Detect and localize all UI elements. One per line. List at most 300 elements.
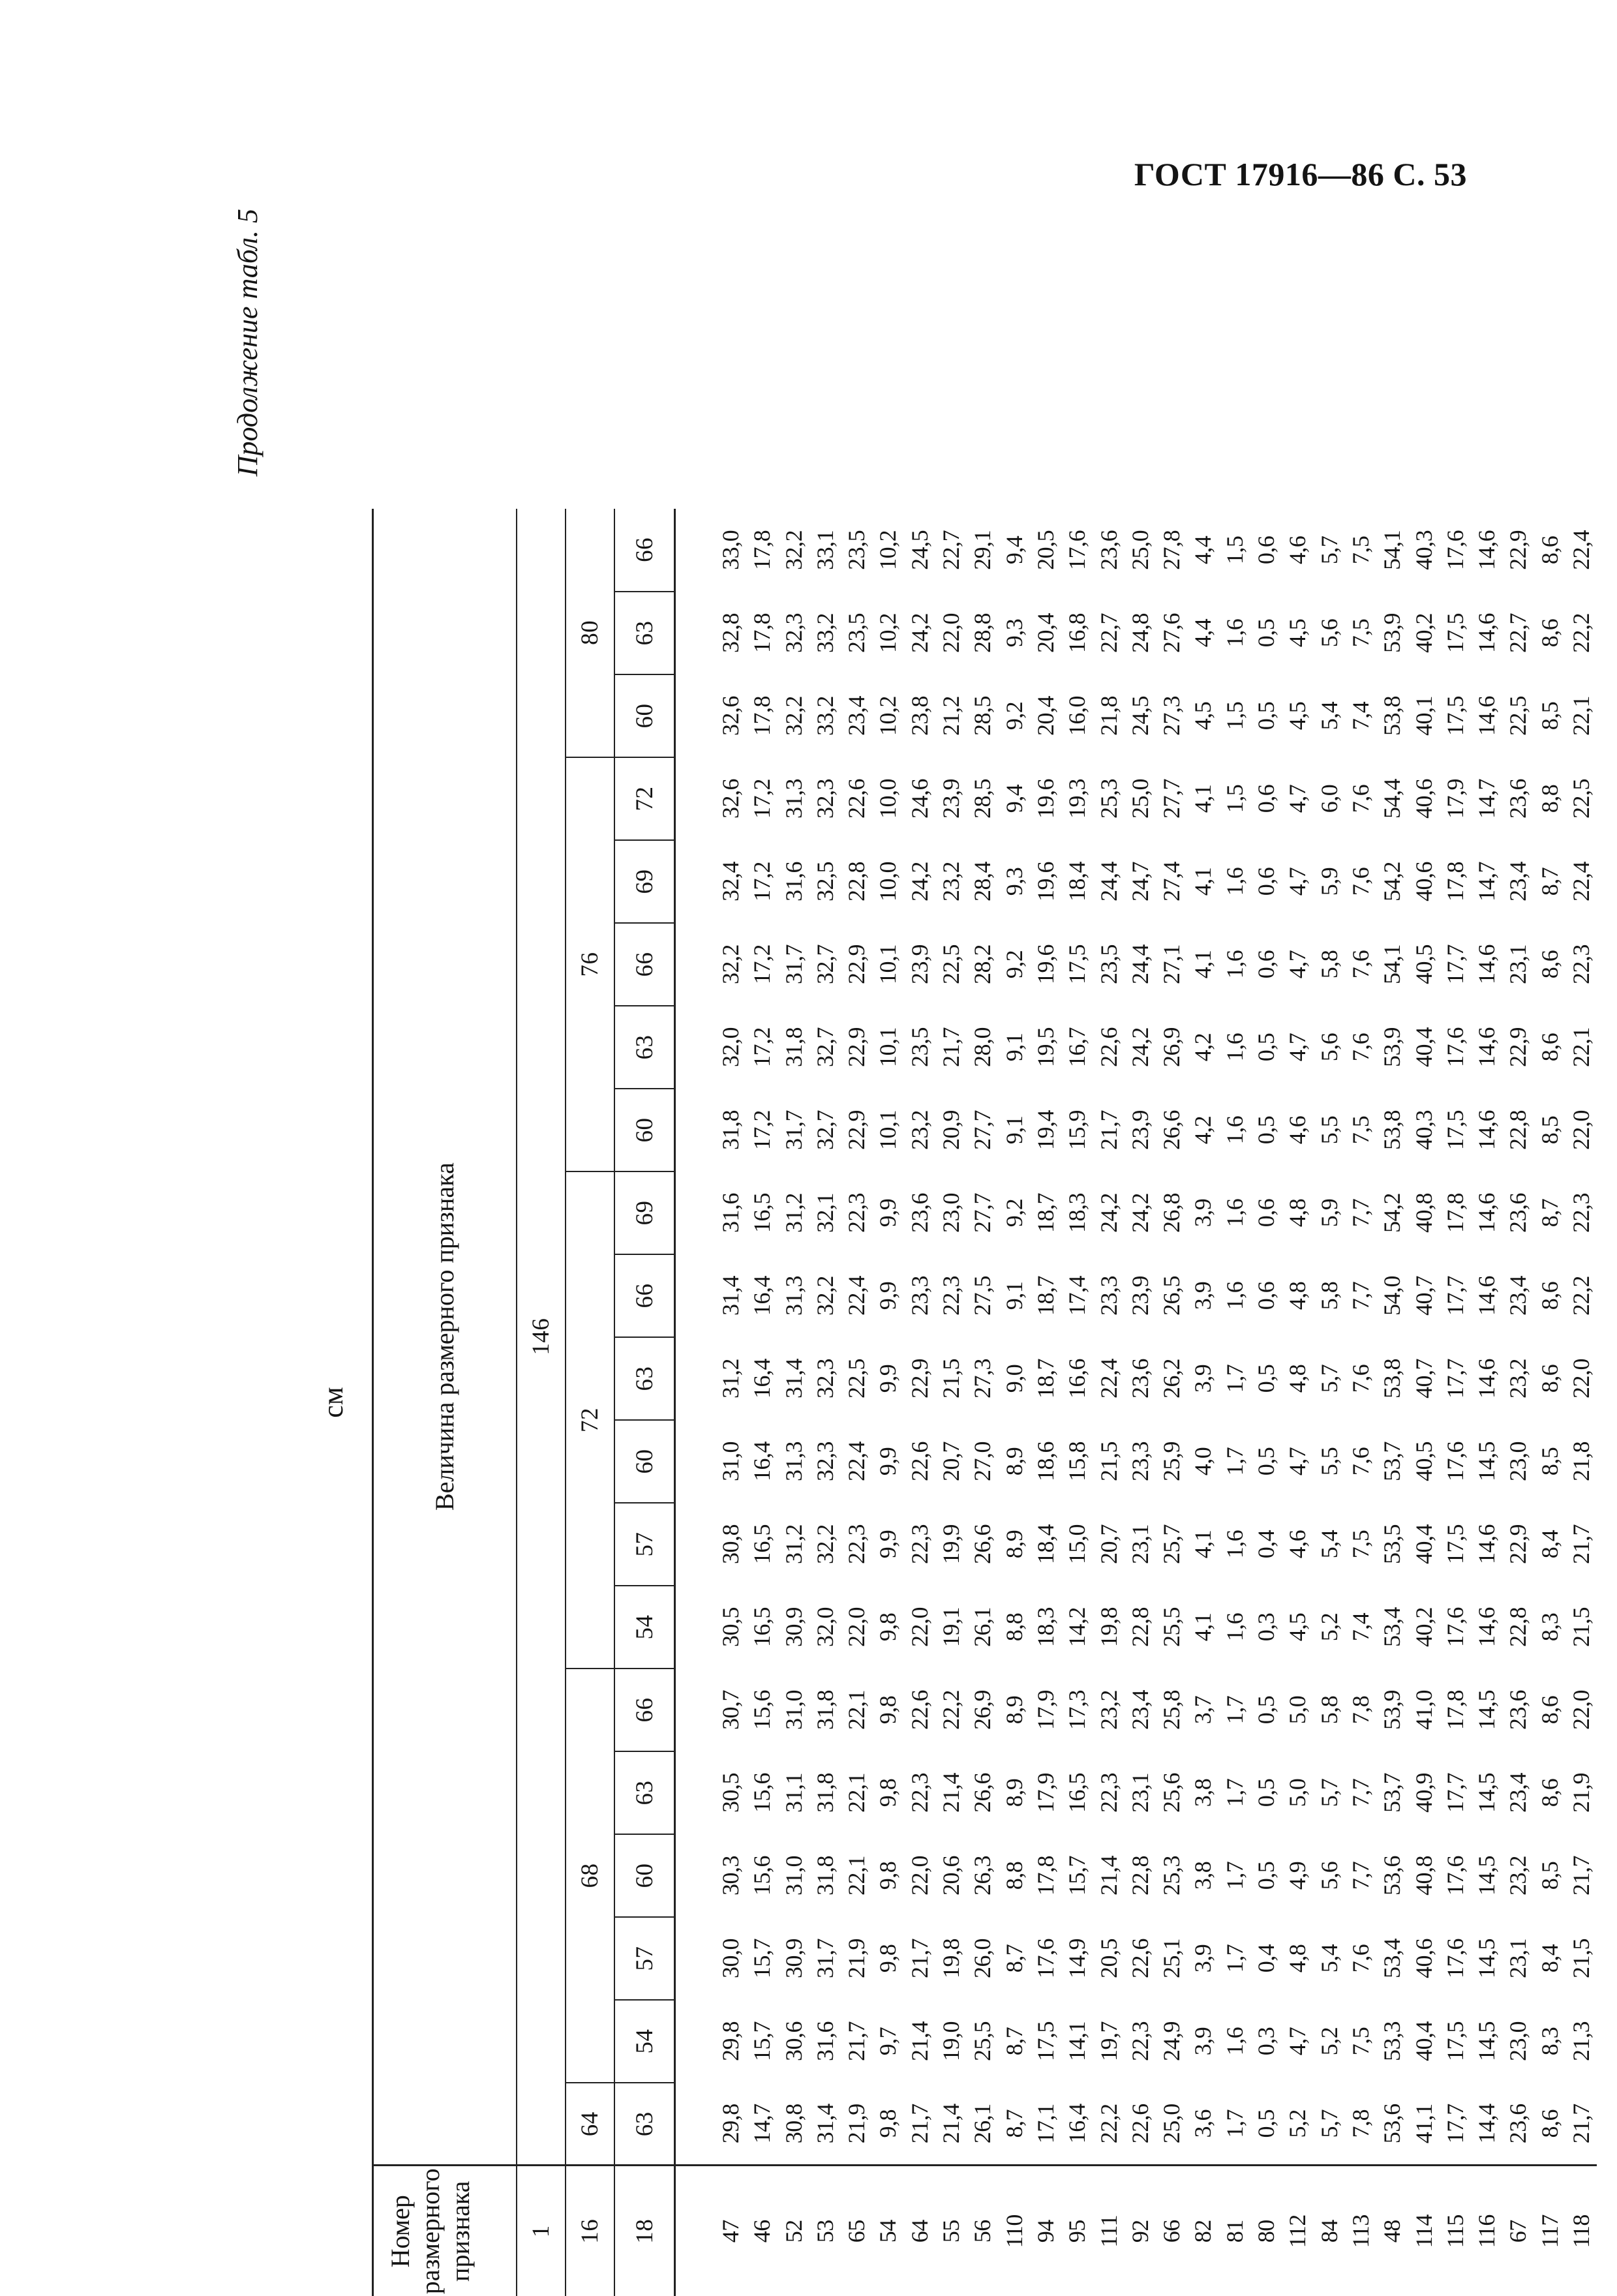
value-cell: 4,7 [1284, 784, 1311, 813]
units-label: см [317, 1387, 349, 1418]
value-cell: 53,9 [1379, 1027, 1406, 1067]
value-cell: 1,7 [1221, 1861, 1248, 1890]
subcolumn-header: 60 [614, 674, 675, 757]
value-cell: 40,8 [1410, 1193, 1437, 1233]
row-id-cell: 111 [1095, 2214, 1122, 2248]
value-cell: 32,5 [811, 862, 838, 901]
value-cell: 19,3 [1064, 779, 1091, 819]
value-cell: 8,6 [1536, 1033, 1563, 1062]
value-cell: 19,1 [938, 1607, 965, 1647]
value-cell: 17,2 [749, 862, 776, 901]
value-cell: 19,8 [938, 1939, 965, 1978]
header-row1-value: 146 [517, 509, 566, 2166]
value-cell: 26,6 [1158, 1110, 1185, 1150]
value-cell: 15,7 [1064, 1856, 1091, 1896]
value-cell: 25,0 [1126, 530, 1153, 570]
value-cell: 22,0 [938, 613, 965, 653]
value-cell: 4,1 [1190, 867, 1217, 896]
table-row [1219, 509, 1250, 2296]
value-cell: 40,7 [1410, 1359, 1437, 1398]
value-cell: 15,6 [749, 1690, 776, 1730]
value-cell: 23,0 [938, 1193, 965, 1233]
value-cell: 9,9 [875, 1447, 901, 1476]
value-cell: 8,6 [1536, 950, 1563, 979]
value-cell: 23,1 [1126, 1773, 1153, 1813]
value-cell: 21,7 [906, 1939, 933, 1978]
value-cell: 8,7 [1536, 1198, 1563, 1228]
value-cell: 5,6 [1316, 1861, 1342, 1890]
value-cell: 16,4 [1061, 2083, 1093, 2166]
value-cell: 22,8 [1505, 1110, 1532, 1150]
value-cell: 23,4 [1126, 1690, 1153, 1730]
value-cell: 9,8 [875, 1778, 901, 1807]
value-cell: 18,7 [1032, 1359, 1059, 1398]
value-cell: 17,8 [1442, 862, 1468, 901]
value-cell: 19,7 [1095, 2021, 1122, 2061]
value-cell: 3,6 [1187, 2083, 1218, 2166]
value-cell: 22,6 [1126, 1939, 1153, 1978]
row-id-cell: 67 [1505, 2220, 1532, 2243]
value-cell: 17,6 [1442, 1442, 1468, 1481]
value-cell: 40,6 [1410, 1939, 1437, 1978]
value-cell: 22,1 [843, 1773, 870, 1813]
value-cell: 23,6 [1505, 779, 1532, 819]
value-cell: 25,7 [1158, 1524, 1185, 1564]
value-cell: 7,7 [1347, 1861, 1374, 1890]
value-cell: 5,4 [1316, 1530, 1342, 1559]
value-cell: 22,4 [1568, 862, 1595, 901]
value-cell: 21,5 [1095, 1442, 1122, 1481]
value-cell: 22,3 [1126, 2021, 1153, 2061]
value-cell: 22,3 [1568, 1193, 1595, 1233]
value-cell: 17,5 [1442, 613, 1468, 653]
value-cell: 25,8 [1158, 1690, 1185, 1730]
value-cell: 8,7 [999, 2083, 1030, 2166]
value-cell: 53,9 [1379, 613, 1406, 653]
table-row [809, 509, 841, 2296]
value-cell: 5,4 [1316, 701, 1342, 731]
value-cell: 14,2 [1064, 1607, 1091, 1647]
table-row [1250, 509, 1282, 2296]
value-cell: 24,2 [906, 613, 933, 653]
value-cell: 10,0 [875, 779, 901, 819]
value-cell: 21,7 [1095, 1110, 1122, 1150]
value-cell: 31,3 [780, 1442, 807, 1481]
value-cell: 18,4 [1032, 1524, 1059, 1564]
value-cell: 7,7 [1347, 1198, 1374, 1228]
value-cell: 26,0 [969, 1939, 996, 1978]
value-cell: 23,4 [843, 696, 870, 736]
value-cell: 25,0 [1156, 2083, 1187, 2166]
value-cell: 3,9 [1190, 2027, 1217, 2056]
value-cell: 5,0 [1284, 1778, 1311, 1807]
value-cell: 8,7 [1536, 867, 1563, 896]
value-cell: 16,6 [1064, 1359, 1091, 1398]
value-cell: 18,6 [1032, 1442, 1059, 1481]
value-cell: 53,8 [1379, 1359, 1406, 1398]
value-cell: 31,8 [811, 1856, 838, 1896]
value-cell: 22,9 [1505, 530, 1532, 570]
column-label-header: Величина размерного признака [373, 509, 517, 2166]
value-cell: 9,1 [1001, 1281, 1027, 1310]
subcolumn-header: 69 [614, 840, 675, 923]
value-cell: 17,2 [749, 1027, 776, 1067]
value-cell: 17,8 [749, 696, 776, 736]
value-cell: 4,6 [1284, 1530, 1311, 1559]
header-row2-id: 16 [566, 2166, 614, 2296]
value-cell: 26,9 [1158, 1027, 1185, 1067]
value-cell: 5,4 [1316, 1944, 1342, 1973]
value-cell: 26,3 [969, 1856, 996, 1896]
value-cell: 22,5 [1505, 696, 1532, 736]
value-cell: 1,5 [1221, 536, 1248, 565]
value-cell: 17,5 [1442, 1524, 1468, 1564]
value-cell: 31,3 [780, 779, 807, 819]
value-cell: 18,3 [1032, 1607, 1059, 1647]
table-row [1440, 509, 1471, 2296]
value-cell: 32,0 [811, 1607, 838, 1647]
value-cell: 17,7 [1442, 1276, 1468, 1316]
value-cell: 31,4 [780, 1359, 807, 1398]
value-cell: 9,8 [875, 1612, 901, 1642]
value-cell: 26,1 [967, 2083, 998, 2166]
value-cell: 53,8 [1379, 696, 1406, 736]
value-cell: 4,2 [1190, 1033, 1217, 1062]
value-cell: 21,4 [938, 1773, 965, 1813]
row-id-cell: 115 [1442, 2214, 1468, 2248]
value-cell: 23,5 [906, 1027, 933, 1067]
value-cell: 54,2 [1379, 1193, 1406, 1233]
table-row [1282, 509, 1313, 2296]
row-id-cell: 56 [969, 2220, 996, 2243]
value-cell: 14,4 [1471, 2083, 1502, 2166]
value-cell: 1,6 [1221, 1198, 1248, 1228]
value-cell: 54,2 [1379, 862, 1406, 901]
value-cell: 24,6 [906, 779, 933, 819]
value-cell: 26,1 [969, 1607, 996, 1647]
value-cell: 0,4 [1253, 1530, 1280, 1559]
value-cell: 23,4 [1505, 1773, 1532, 1813]
value-cell: 31,8 [718, 1110, 744, 1150]
subcolumn-header: 63 [614, 1337, 675, 1420]
value-cell: 5,2 [1316, 2027, 1342, 2056]
row-id-cell: 116 [1473, 2214, 1500, 2248]
value-cell: 32,4 [718, 862, 744, 901]
value-cell: 32,2 [780, 530, 807, 570]
value-cell: 23,1 [1505, 944, 1532, 984]
value-cell: 22,6 [843, 779, 870, 819]
value-cell: 17,7 [1442, 1359, 1468, 1398]
value-cell: 0,3 [1253, 2027, 1280, 2056]
value-cell: 0,5 [1253, 618, 1280, 648]
value-cell: 8,6 [1536, 536, 1563, 565]
value-cell: 0,5 [1250, 2083, 1282, 2166]
value-cell: 21,4 [1095, 1856, 1122, 1896]
value-cell: 22,3 [906, 1773, 933, 1813]
value-cell: 5,8 [1316, 950, 1342, 979]
value-cell: 4,7 [1284, 1447, 1311, 1476]
table-row [1314, 509, 1345, 2296]
value-cell: 23,3 [1126, 1442, 1153, 1481]
value-cell: 10,2 [875, 530, 901, 570]
value-cell: 5,9 [1316, 867, 1342, 896]
value-cell: 0,5 [1253, 1364, 1280, 1393]
value-cell: 40,9 [1410, 1773, 1437, 1813]
value-cell: 14,9 [1064, 1939, 1091, 1978]
value-cell: 22,9 [1505, 1027, 1532, 1067]
value-cell: 14,5 [1473, 1442, 1500, 1481]
value-cell: 1,7 [1221, 1944, 1248, 1973]
row-id-cell: 80 [1253, 2220, 1280, 2243]
value-cell: 25,1 [1158, 1939, 1185, 1978]
value-cell: 23,9 [1126, 1276, 1153, 1316]
value-cell: 27,5 [969, 1276, 996, 1316]
value-cell: 9,0 [1001, 1364, 1027, 1393]
value-cell: 20,6 [938, 1856, 965, 1896]
value-cell: 4,8 [1284, 1944, 1311, 1973]
value-cell: 23,6 [1505, 1690, 1532, 1730]
value-cell: 8,4 [1536, 1530, 1563, 1559]
value-cell: 8,5 [1536, 1861, 1563, 1890]
value-cell: 27,7 [969, 1110, 996, 1150]
value-cell: 40,6 [1410, 862, 1437, 901]
table-row [999, 509, 1030, 2296]
value-cell: 29,8 [718, 2021, 744, 2061]
value-cell: 4,1 [1190, 1612, 1217, 1642]
value-cell: 14,6 [1473, 1524, 1500, 1564]
header-row3-id: 18 [614, 2166, 675, 2296]
value-cell: 8,6 [1536, 1281, 1563, 1310]
value-cell: 14,5 [1473, 1690, 1500, 1730]
value-cell: 54,4 [1379, 779, 1406, 819]
value-cell: 3,9 [1190, 1198, 1217, 1228]
value-cell: 21,5 [1568, 1607, 1595, 1647]
value-cell: 1,6 [1221, 1612, 1248, 1642]
value-cell: 0,6 [1253, 867, 1280, 896]
value-cell: 31,6 [718, 1193, 744, 1233]
value-cell: 40,4 [1410, 1027, 1437, 1067]
value-cell: 4,0 [1190, 1447, 1217, 1476]
value-cell: 10,1 [875, 1027, 901, 1067]
value-cell: 17,2 [749, 944, 776, 984]
header-group-64: 64 [566, 2083, 614, 2166]
value-cell: 17,7 [1442, 1773, 1468, 1813]
value-cell: 53,8 [1379, 1110, 1406, 1150]
value-cell: 7,6 [1347, 950, 1374, 979]
value-cell: 14,6 [1473, 696, 1500, 736]
subcolumn-header: 54 [614, 2000, 675, 2083]
value-cell: 5,2 [1282, 2083, 1313, 2166]
value-cell: 20,7 [938, 1442, 965, 1481]
row-id-cell: 66 [1158, 2220, 1185, 2243]
value-cell: 9,8 [875, 1695, 901, 1725]
value-cell: 40,8 [1410, 1856, 1437, 1896]
value-cell: 22,2 [1568, 1276, 1595, 1316]
value-cell: 28,5 [969, 779, 996, 819]
value-cell: 53,3 [1379, 2021, 1406, 2061]
value-cell: 5,8 [1316, 1695, 1342, 1725]
value-cell: 26,9 [969, 1690, 996, 1730]
value-cell: 4,8 [1284, 1198, 1311, 1228]
value-cell: 19,0 [938, 2021, 965, 2061]
value-cell: 21,7 [1568, 1524, 1595, 1564]
value-cell: 25,3 [1095, 779, 1122, 819]
value-cell: 54,1 [1379, 944, 1406, 984]
value-cell: 1,5 [1221, 701, 1248, 731]
value-cell: 0,5 [1253, 1447, 1280, 1476]
value-cell: 26,8 [1158, 1193, 1185, 1233]
value-cell: 14,5 [1473, 1773, 1500, 1813]
value-cell: 16,4 [749, 1359, 776, 1398]
value-cell: 30,0 [718, 1939, 744, 1978]
value-cell: 23,3 [1095, 1276, 1122, 1316]
value-cell: 40,5 [1410, 1442, 1437, 1481]
subcolumn-header: 60 [614, 1834, 675, 1917]
value-cell: 17,1 [1030, 2083, 1061, 2166]
value-cell: 21,9 [1568, 1773, 1595, 1813]
value-cell: 28,0 [969, 1027, 996, 1067]
value-cell: 10,2 [875, 613, 901, 653]
table-row [967, 509, 998, 2296]
value-cell: 17,6 [1442, 1856, 1468, 1896]
value-cell: 22,7 [938, 530, 965, 570]
value-cell: 22,2 [938, 1690, 965, 1730]
value-cell: 53,9 [1379, 1690, 1406, 1730]
value-cell: 4,5 [1284, 618, 1311, 648]
value-cell: 23,2 [1505, 1856, 1532, 1896]
value-cell: 27,4 [1158, 862, 1185, 901]
row-id-cell: 64 [906, 2220, 933, 2243]
subcolumn-header: 66 [614, 923, 675, 1006]
value-cell: 40,4 [1410, 2021, 1437, 2061]
row-id-cell: 82 [1190, 2220, 1217, 2243]
value-cell: 20,7 [1095, 1524, 1122, 1564]
value-cell: 0,6 [1253, 1198, 1280, 1228]
value-cell: 31,0 [780, 1856, 807, 1896]
value-cell: 9,7 [875, 2027, 901, 2056]
value-cell: 30,8 [718, 1524, 744, 1564]
value-cell: 17,6 [1442, 530, 1468, 570]
table-row [1471, 509, 1502, 2296]
value-cell: 7,7 [1347, 1281, 1374, 1310]
value-cell: 40,6 [1410, 779, 1437, 819]
subcolumn-header: 54 [614, 1586, 675, 1669]
table-row [1408, 509, 1440, 2296]
value-cell: 7,5 [1347, 1530, 1374, 1559]
value-cell: 23,2 [906, 1110, 933, 1150]
value-cell: 14,6 [1473, 1110, 1500, 1150]
data-table [372, 509, 1597, 2296]
value-cell: 1,6 [1221, 1530, 1248, 1559]
value-cell: 7,6 [1347, 1033, 1374, 1062]
value-cell: 22,0 [1568, 1110, 1595, 1150]
value-cell: 31,0 [718, 1442, 744, 1481]
value-cell: 23,1 [1505, 1939, 1532, 1978]
value-cell: 17,9 [1032, 1690, 1059, 1730]
subcolumn-header: 60 [614, 1089, 675, 1171]
value-cell: 24,8 [1126, 613, 1153, 653]
value-cell: 16,5 [749, 1193, 776, 1233]
value-cell: 17,5 [1442, 1110, 1468, 1150]
value-cell: 9,9 [875, 1198, 901, 1228]
table-row [1125, 509, 1156, 2296]
value-cell: 4,4 [1190, 618, 1217, 648]
subcolumn-header: 66 [614, 509, 675, 592]
value-cell: 4,2 [1190, 1115, 1217, 1145]
value-cell: 5,0 [1284, 1695, 1311, 1725]
value-cell: 29,1 [969, 530, 996, 570]
value-cell: 9,9 [875, 1281, 901, 1310]
value-cell: 1,7 [1221, 1778, 1248, 1807]
value-cell: 8,7 [1001, 1944, 1027, 1973]
value-cell: 22,1 [843, 1690, 870, 1730]
value-cell: 53,4 [1379, 1607, 1406, 1647]
value-cell: 20,4 [1032, 696, 1059, 736]
value-cell: 4,5 [1284, 701, 1311, 731]
value-cell: 31,8 [811, 1690, 838, 1730]
value-cell: 21,7 [904, 2083, 935, 2166]
value-cell: 24,2 [906, 862, 933, 901]
value-cell: 14,6 [1473, 1193, 1500, 1233]
header-row1-id: 1 [517, 2166, 566, 2296]
value-cell: 22,3 [906, 1524, 933, 1564]
row-id-cell: 81 [1221, 2220, 1248, 2243]
value-cell: 23,6 [906, 1193, 933, 1233]
value-cell: 8,8 [1536, 784, 1563, 813]
value-cell: 32,2 [780, 696, 807, 736]
value-cell: 25,3 [1158, 1856, 1185, 1896]
value-cell: 26,6 [969, 1524, 996, 1564]
value-cell: 30,7 [718, 1690, 744, 1730]
value-cell: 31,4 [809, 2083, 841, 2166]
value-cell: 32,3 [811, 1359, 838, 1398]
value-cell: 22,1 [1568, 1027, 1595, 1067]
value-cell: 23,5 [843, 530, 870, 570]
value-cell: 7,6 [1347, 867, 1374, 896]
value-cell: 22,5 [938, 944, 965, 984]
value-cell: 25,6 [1158, 1773, 1185, 1813]
value-cell: 24,4 [1126, 944, 1153, 984]
value-cell: 32,7 [811, 944, 838, 984]
value-cell: 9,3 [1001, 618, 1027, 648]
value-cell: 41,1 [1408, 2083, 1440, 2166]
value-cell: 9,9 [875, 1530, 901, 1559]
table-row [675, 509, 747, 2296]
value-cell: 53,7 [1379, 1442, 1406, 1481]
value-cell: 5,7 [1314, 2083, 1345, 2166]
value-cell: 21,7 [1568, 1856, 1595, 1896]
value-cell: 40,4 [1410, 1524, 1437, 1564]
value-cell: 31,6 [780, 862, 807, 901]
value-cell: 17,5 [1442, 696, 1468, 736]
value-cell: 33,0 [718, 530, 744, 570]
value-cell: 21,5 [1568, 1939, 1595, 1978]
value-cell: 3,9 [1190, 1944, 1217, 1973]
value-cell: 14,7 [746, 2083, 778, 2166]
value-cell: 30,5 [718, 1773, 744, 1813]
value-cell: 14,5 [1473, 1939, 1500, 1978]
value-cell: 15,6 [749, 1773, 776, 1813]
value-cell: 31,3 [780, 1276, 807, 1316]
value-cell: 1,6 [1221, 950, 1248, 979]
value-cell: 40,3 [1410, 530, 1437, 570]
value-cell: 17,8 [1032, 1856, 1059, 1896]
value-cell: 0,5 [1253, 1778, 1280, 1807]
value-cell: 8,5 [1536, 1115, 1563, 1145]
value-cell: 17,8 [1442, 1193, 1468, 1233]
table-row [1093, 509, 1125, 2296]
value-cell: 17,8 [749, 530, 776, 570]
